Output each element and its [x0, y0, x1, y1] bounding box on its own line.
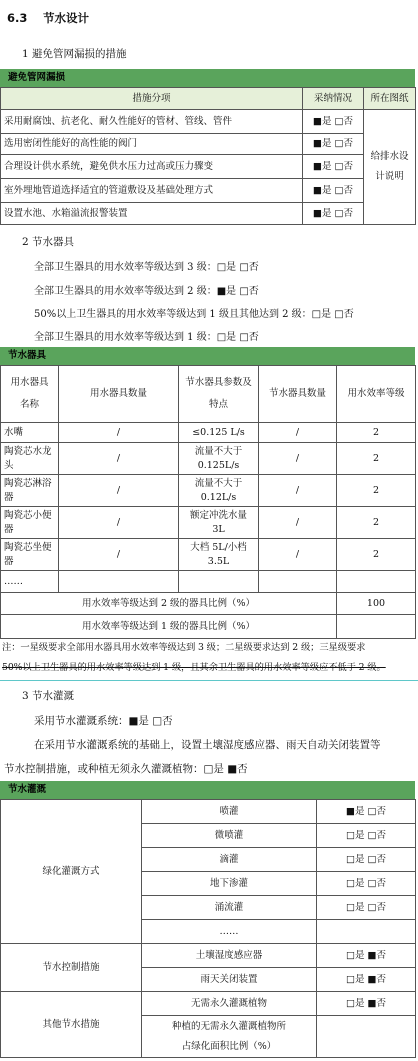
table-water-fixtures	[0, 365, 416, 639]
table-row	[1, 571, 416, 593]
table-row	[1, 475, 416, 507]
quantity-cell	[59, 571, 179, 593]
measure-cell: 设置水池、水箱溢流报警装置	[1, 203, 303, 225]
item-cell: 无需永久灌溉植物	[142, 992, 317, 1016]
item-cell: 雨天关闭装置	[142, 968, 317, 992]
guide-line	[0, 680, 418, 681]
item-cell: 喷灌	[142, 800, 317, 824]
efficient-qty-cell: /	[259, 475, 337, 507]
grade-cell: 2	[337, 443, 416, 475]
cell-line: 陶瓷芯坐便	[4, 541, 52, 553]
paragraph-line: 50%以上卫生器具的用水效率等级达到 1 级且其他达到 2 级：□是 □否	[34, 309, 354, 320]
subsection-1-title: 1 避免管网漏损的措施	[22, 48, 127, 60]
measure-cell: 采用耐腐蚀、抗老化、耐久性能好的管材、管线、管件	[1, 110, 303, 134]
efficient-qty-cell: /	[259, 423, 337, 443]
ratio-1-value	[337, 615, 416, 639]
cell-line: 3.5L	[207, 555, 230, 567]
ratio-value-cell	[317, 1016, 416, 1058]
grade-cell: 2	[337, 507, 416, 539]
cell-line: 0.125L/s	[197, 459, 240, 471]
table-irrigation	[0, 799, 416, 1058]
table-row	[1, 539, 416, 571]
table-row	[1, 443, 416, 475]
table-irrigation-title: 节水灌溉	[0, 781, 415, 799]
adopted-checkbox-cell[interactable]: ■是 □否	[303, 134, 364, 155]
table-row	[1, 179, 416, 203]
quantity-cell: /	[59, 475, 179, 507]
status-checkbox-cell[interactable]: □是 □否	[317, 848, 416, 872]
efficient-qty-cell	[259, 571, 337, 593]
table-row	[1, 944, 416, 968]
table-leak-prevention	[0, 87, 416, 225]
table-row	[1, 110, 416, 134]
status-checkbox-cell[interactable]	[317, 920, 416, 944]
grade-cell: 2	[337, 423, 416, 443]
item-cell: 地下渗灌	[142, 872, 317, 896]
section-heading	[7, 10, 89, 26]
table-leak-title: 避免管网漏损	[0, 69, 415, 87]
ratio-2-value: 100	[337, 593, 416, 615]
table-row	[1, 134, 416, 155]
grade-cell	[337, 571, 416, 593]
cell-line: 器	[4, 555, 14, 567]
efficient-qty-cell: /	[259, 507, 337, 539]
paragraph-line: 在采用节水灌溉系统的基础上，设置土壤湿度感应器、雨天自动关闭装置等	[34, 739, 381, 751]
table-row	[1, 800, 416, 824]
fixture-name-cell	[1, 507, 59, 539]
table-fixtures-title: 节水器具	[0, 347, 415, 365]
adopted-checkbox-cell[interactable]: ■是 □否	[303, 179, 364, 203]
cell-line: 陶瓷芯淋浴	[4, 477, 52, 489]
fixture-name-cell	[1, 539, 59, 571]
fixture-name-cell	[1, 443, 59, 475]
note-line-struck: 50%以上卫生器具的用水效率等级达到 1 级，且其余卫生器具的用水效率等级应不低于 2 级。	[2, 662, 386, 673]
adopted-checkbox-cell[interactable]: ■是 □否	[303, 110, 364, 134]
parameter-cell	[179, 475, 259, 507]
col-header-adopted: 采纳情况	[303, 88, 364, 110]
paragraph-line: 全部卫生器具的用水效率等级达到 1 级：□是 □否	[34, 332, 259, 343]
table-row	[1, 507, 416, 539]
fixture-name-cell: ……	[1, 571, 59, 593]
group-label-irrigation-method: 绿化灌溉方式	[1, 800, 142, 944]
fixture-name-cell: 水嘴	[1, 423, 59, 443]
item-cell: 滴灌	[142, 848, 317, 872]
cell-line: 0.12L/s	[200, 491, 237, 503]
adopted-checkbox-cell[interactable]: ■是 □否	[303, 203, 364, 225]
paragraph-line: 采用节水灌溉系统：■是 □否	[34, 715, 173, 727]
col-header-quantity: 用水器具数量	[59, 366, 179, 423]
table-row	[1, 203, 416, 225]
quantity-cell: /	[59, 507, 179, 539]
table-row	[1, 423, 416, 443]
subsection-3-title: 3 节水灌溉	[22, 690, 75, 702]
col-header-grade: 用水效率等级	[337, 366, 416, 423]
status-checkbox-cell[interactable]: □是 ■否	[317, 992, 416, 1016]
parameter-cell	[179, 443, 259, 475]
section-title: 节水设计	[43, 11, 89, 25]
col-header-efficient-qty: 节水器具数量	[259, 366, 337, 423]
fixture-note	[2, 638, 417, 678]
paragraph-line: 全部卫生器具的用水效率等级达到 3 级：□是 □否	[34, 262, 259, 273]
ratio-row	[1, 593, 416, 615]
parameter-cell	[179, 571, 259, 593]
table-header-row	[1, 88, 416, 110]
quantity-cell: /	[59, 423, 179, 443]
cell-line: 流量不大于	[194, 477, 243, 489]
status-checkbox-cell[interactable]: ■是 □否	[317, 800, 416, 824]
cell-line: 额定冲洗水量	[189, 509, 247, 521]
status-checkbox-cell[interactable]: □是 □否	[317, 896, 416, 920]
cell-line: 器	[4, 491, 14, 503]
parameter-cell	[179, 539, 259, 571]
section-number: 6.3	[7, 11, 28, 25]
drawing-line-2: 计说明	[375, 171, 404, 182]
col-header-fixture-name	[1, 366, 59, 423]
ratio-1-label: 用水效率等级达到 1 级的器具比例（%）	[1, 615, 337, 639]
cell-line: 流量不大于	[194, 445, 243, 457]
header-line: 用水器具	[10, 377, 49, 388]
drawing-line-1: 给排水设	[370, 151, 409, 162]
item-cell: 土壤湿度感应器	[142, 944, 317, 968]
parameter-cell	[179, 507, 259, 539]
ratio-2-label: 用水效率等级达到 2 级的器具比例（%）	[1, 593, 337, 615]
parameter-cell: ≤0.125 L/s	[179, 423, 259, 443]
status-checkbox-cell[interactable]: □是 □否	[317, 872, 416, 896]
status-checkbox-cell[interactable]: □是 □否	[317, 824, 416, 848]
header-line: 名称	[19, 399, 39, 410]
item-cell: ……	[142, 920, 317, 944]
ratio-row	[1, 615, 416, 639]
header-line: 节水器具参数及	[185, 377, 252, 388]
item-cell: 涌流灌	[142, 896, 317, 920]
item-cell: 微喷灌	[142, 824, 317, 848]
cell-line: 陶瓷芯水龙	[4, 445, 52, 457]
group-label-other-measures: 其他节水措施	[1, 992, 142, 1058]
adopted-checkbox-cell[interactable]: ■是 □否	[303, 155, 364, 179]
note-line: 注：一星级要求全部用水器具用水效率等级达到 3 级；二星级要求达到 2 级；三星级要求	[2, 642, 366, 653]
cell-line: 占绿化面积比例（%）	[181, 1040, 277, 1052]
efficient-qty-cell: /	[259, 443, 337, 475]
item-cell	[142, 1016, 317, 1058]
grade-cell: 2	[337, 475, 416, 507]
cell-line: 器	[4, 523, 14, 535]
drawing-cell	[364, 110, 416, 225]
cell-line: 陶瓷芯小便	[4, 509, 52, 521]
efficient-qty-cell: /	[259, 539, 337, 571]
subsection-2-title: 2 节水器具	[22, 236, 75, 248]
measure-cell: 室外埋地管道选择适宜的管道敷设及基础处理方式	[1, 179, 303, 203]
col-header-parameters	[179, 366, 259, 423]
cell-line: 头	[4, 459, 14, 471]
quantity-cell: /	[59, 539, 179, 571]
paragraph-line: 节水控制措施，或种植无须永久灌溉植物：□是 ■否	[4, 763, 248, 775]
status-checkbox-cell[interactable]: □是 ■否	[317, 968, 416, 992]
table-header-row	[1, 366, 416, 423]
quantity-cell: /	[59, 443, 179, 475]
group-label-control-measures: 节水控制措施	[1, 944, 142, 992]
measure-cell: 选用密闭性能好的高性能的阀门	[1, 134, 303, 155]
header-line: 特点	[208, 399, 228, 410]
cell-line: 3L	[212, 523, 225, 535]
cell-line: 种植的无需永久灌溉植物所	[171, 1020, 286, 1032]
table-row	[1, 992, 416, 1016]
fixture-name-cell	[1, 475, 59, 507]
grade-cell: 2	[337, 539, 416, 571]
col-header-measure: 措施分项	[1, 88, 303, 110]
col-header-drawing: 所在图纸	[364, 88, 416, 110]
measure-cell: 合理设计供水系统，避免供水压力过高或压力骤变	[1, 155, 303, 179]
cell-line: 大档 5L/小档	[190, 541, 247, 553]
paragraph-line: 全部卫生器具的用水效率等级达到 2 级：■是 □否	[34, 286, 259, 297]
status-checkbox-cell[interactable]: □是 ■否	[317, 944, 416, 968]
table-row	[1, 155, 416, 179]
